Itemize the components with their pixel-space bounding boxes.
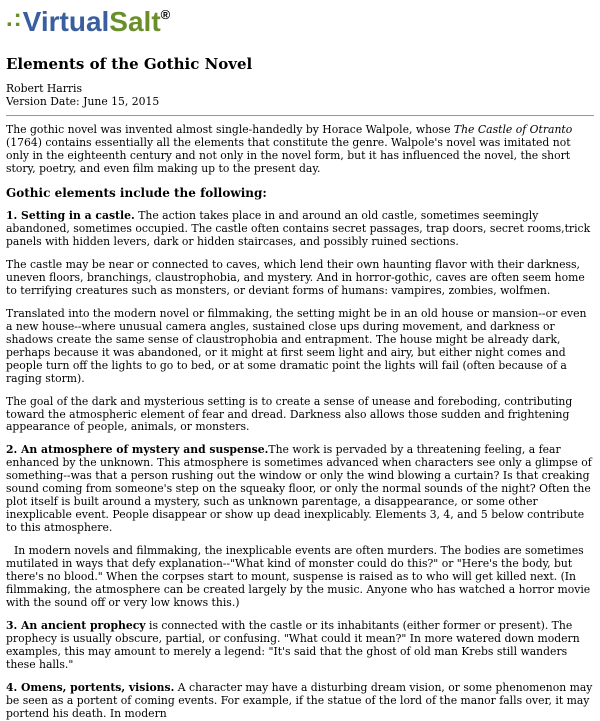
divider bbox=[6, 115, 594, 116]
intro-text-after: (1764) contains essentially all the elements that constitute the genre. Walpole's novel was imitated not only in the eighteenth century and not only in the novel form, but it has influenced the novel, the short story, poetry, and even film making up to the present day. bbox=[6, 135, 571, 175]
byline bbox=[6, 83, 594, 109]
element-3-heading: 3. An ancient prophecy bbox=[6, 618, 146, 632]
virtualsalt-logo[interactable] bbox=[6, 0, 594, 43]
goal-paragraph: The goal of the dark and mysterious setting is to create a sense of unease and foreboding, contributing toward the atmospheric element of fear and dread. Darkness also allows those sudden and frightening appearance of people, animals, or monsters. bbox=[6, 394, 573, 434]
element-2-text: The work is pervaded by a threatening feeling, a fear enhanced by the unknown. This atmosphere is sometimes advanced when characters see only a glimpse of something--was that a person rushing out the window or only the wind blowing a curtain? Is that creaking sound coming from someone's step on the squeaky floor, or only the normal sounds of the night? Often the plot itself is built around a mystery, such as unknown parentage, a disappearance, or some other inexplicable event. People disappear or show up dead inexplicably. Elements 3, 4, and 5 below contribute to this atmosphere. bbox=[6, 443, 592, 535]
element-4-paragraph bbox=[6, 682, 594, 721]
element-1-text: The action takes place in and around an old castle, sometimes seemingly abandoned, sometimes occupied. The castle often contains secret passages, trap doors, secret rooms,trick panels with hidden levers, dark or hidden staircases, and possibly ruined sections. bbox=[6, 209, 591, 249]
element-3-text: is connected with the castle or its inhabitants (either former or present). The prophecy is usually obscure, partial, or confusing. "What could it mean?" In more watered down modern examples, this may amount to merely a legend: "It's said that the ghost of old man Krebs still wanders these halls." bbox=[6, 618, 580, 671]
logo-virtual: Virtual bbox=[22, 6, 110, 37]
element-1-paragraph bbox=[6, 210, 594, 249]
logo-salt: Salt bbox=[109, 6, 161, 37]
modern-setting-paragraph: Translated into the modern novel or filmmaking, the setting might be in an old house or mansion--or even a new house--where unusual camera angles, sustained close ups during movement, and darkness or shadows create the same sense of claustrophobia and entrapment. The house might be already dark, perhaps because it was abandoned, or it might at first seem light and airy, but either night comes and people turn off the lights to go to bed, or at some dramatic point the lights will fail (often because of a raging storm). bbox=[6, 306, 587, 385]
element-3-paragraph bbox=[6, 620, 594, 672]
version-date: Version Date: June 15, 2015 bbox=[6, 94, 160, 108]
logo-prefix: .: bbox=[6, 5, 23, 32]
intro-text-before: The gothic novel was invented almost single-handedly by Horace Walpole, whose bbox=[6, 122, 454, 136]
element-1-heading: 1. Setting in a castle. bbox=[6, 209, 135, 223]
page-title: Elements of the Gothic Novel bbox=[6, 55, 253, 73]
element-2-heading: 2. An atmosphere of mystery and suspense. bbox=[6, 443, 269, 457]
caves-paragraph: The castle may be near or connected to caves, which lend their own haunting flavor with their darkness, uneven floors, branchings, claustrophobia, and mystery. And in horror-gothic, caves are often seem home to terrifying creatures such as monsters, or deviant forms of humans: vampires, zombies, wolfmen. bbox=[6, 257, 585, 297]
element-4-heading: 4. Omens, portents, visions. bbox=[6, 680, 175, 694]
intro-book-title: The Castle of Otranto bbox=[453, 122, 573, 136]
element-4-text: A character may have a disturbing dream vision, or some phenomenon may be seen as a portent of coming events. For example, if the statue of the lord of the manor falls over, it may portend his death. In modern bbox=[6, 680, 593, 720]
logo-registered-mark: ® bbox=[160, 7, 171, 22]
murders-paragraph: In modern novels and filmmaking, the inexplicable events are often murders. The bodies are sometimes mutilated in ways that defy explanation--"What kind of monster could do this?" or "Here's the body, but there's no blood." When the corpses start to mount, suspense is raised as to who will get killed next. (In filmmaking, the atmosphere can be created largely by the music. Anyone who has watched a horror movie with the sound off or very low knows this.) bbox=[6, 544, 591, 609]
intro-paragraph bbox=[6, 124, 594, 176]
section-heading: Gothic elements include the following: bbox=[6, 185, 267, 200]
author: Robert Harris bbox=[6, 82, 83, 95]
element-2-paragraph bbox=[6, 444, 594, 535]
